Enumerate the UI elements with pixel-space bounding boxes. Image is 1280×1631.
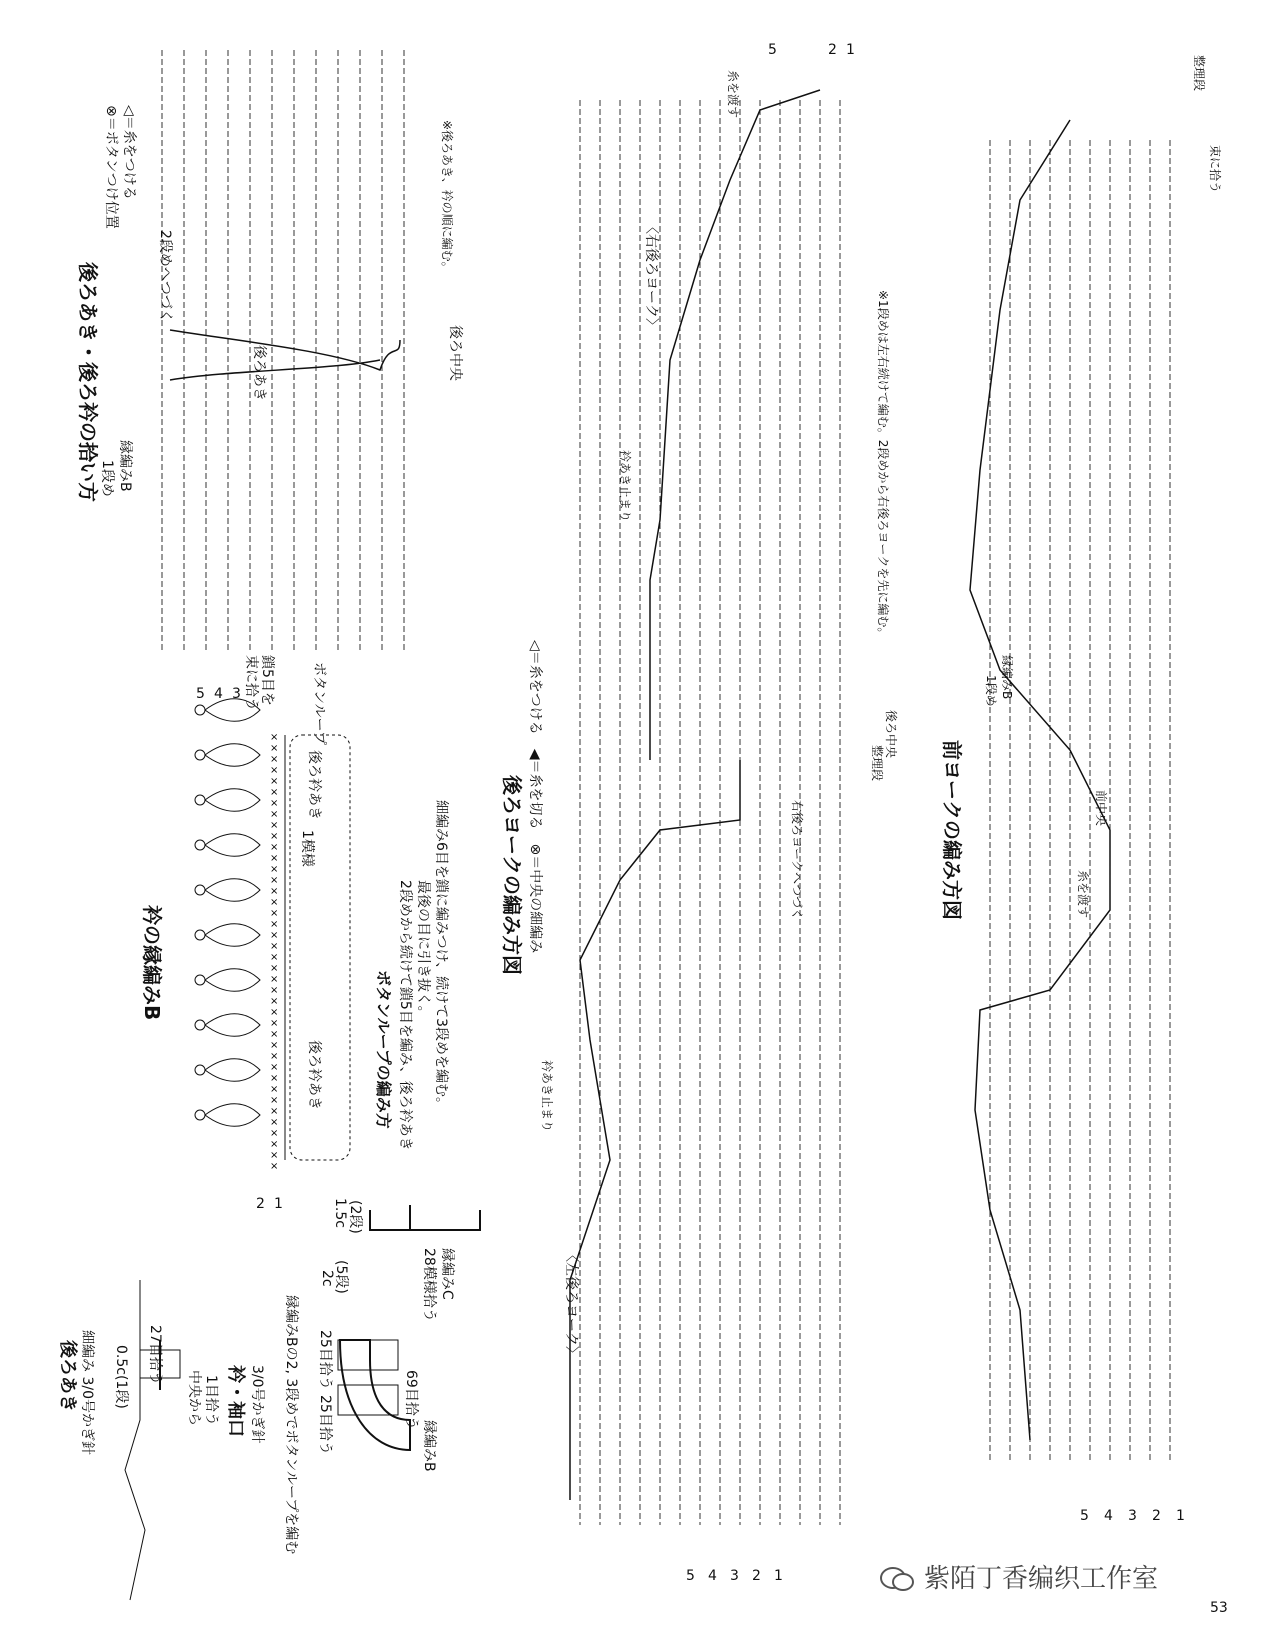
button-loop-line1: 2段めから続けて鎖5目を編み、後ろ衿あき	[397, 880, 413, 1151]
back-opening-size: 0.5c(1段)	[113, 1345, 129, 1409]
single-crochet-mark: ×	[270, 1139, 279, 1150]
collar-edge-row-1: 1	[274, 1196, 283, 1212]
left-yoke-row-1: 1	[774, 1568, 783, 1584]
right-back-yoke-outline	[650, 90, 820, 760]
fan-motif	[205, 1059, 260, 1082]
button-loop-line3: 細編み6目を鎖に編みつけ、続けて3段めを編む。	[433, 800, 449, 1111]
watermark	[880, 1558, 1158, 1595]
collar-edge-chart	[190, 690, 370, 1180]
continue-row2-label: 2段めへつづく	[157, 230, 173, 323]
front-yoke-row-5: 5	[1080, 1508, 1089, 1524]
collar-stop-right: 衿あき止まり	[618, 450, 632, 523]
front-yoke-row-4: 4	[1104, 1508, 1113, 1524]
left-yoke-row-2: 2	[752, 1568, 761, 1584]
left-yoke-row-5: 5	[686, 1568, 695, 1584]
button-loop-title: ボタンループの編み方	[374, 970, 393, 1129]
collar-stop-left: 衿あき止まり	[540, 1060, 554, 1133]
single-crochet-mark: ×	[270, 941, 279, 952]
back-opening-center1: 中央から	[186, 1370, 202, 1426]
single-crochet-mark: ×	[270, 787, 279, 798]
collar-edge-row-2: 2	[256, 1196, 265, 1212]
single-crochet-mark: ×	[270, 963, 279, 974]
single-crochet-mark: ×	[270, 1018, 279, 1029]
single-crochet-mark: ×	[270, 897, 279, 908]
picot-mark	[195, 705, 205, 715]
single-crochet-mark: ×	[270, 952, 279, 963]
picot-mark	[195, 975, 205, 985]
collar-cuff-edge-c: 縁編みC	[439, 1248, 455, 1300]
left-yoke-row-3: 3	[730, 1568, 739, 1584]
single-crochet-mark: ×	[270, 919, 279, 930]
single-crochet-mark: ×	[270, 908, 279, 919]
single-crochet-mark: ×	[270, 732, 279, 743]
single-crochet-mark: ×	[270, 853, 279, 864]
back-yoke-finishing: 整理段	[870, 745, 884, 782]
single-crochet-mark: ×	[270, 765, 279, 776]
single-crochet-mark: ×	[270, 1150, 279, 1161]
back-yoke-center: 後ろ中央	[884, 710, 898, 759]
collar-cuff-edge-b: 縁編みB	[421, 1420, 437, 1472]
one-pattern-label: 1模様	[299, 830, 315, 867]
single-crochet-mark: ×	[270, 930, 279, 941]
chart-grid	[162, 50, 404, 650]
back-yoke-legend: ◁＝糸をつける ◀＝糸を切る ⊗＝中央の細編み	[527, 640, 543, 954]
fan-motif	[205, 1104, 260, 1127]
collar-cuff-size-1-5c: 1.5c	[332, 1198, 348, 1228]
fan-motif	[205, 744, 260, 767]
collar-edge-row-5: 5	[196, 686, 205, 702]
back-opening-pick: 27目拾う	[147, 1325, 163, 1385]
right-yoke-row-2: 2	[828, 42, 837, 58]
collar-cuff-size-2c: 2c	[319, 1270, 335, 1287]
wechat-icon	[880, 1563, 914, 1591]
front-yoke-finishing: 整理段	[1192, 55, 1206, 92]
single-crochet-mark: ×	[270, 1161, 279, 1172]
single-crochet-mark: ×	[270, 1007, 279, 1018]
picot-mark	[195, 840, 205, 850]
single-crochet-mark: ×	[270, 842, 279, 853]
continue-right-yoke: 右後ろヨークへつづく	[790, 800, 804, 921]
fan-motif	[205, 879, 260, 902]
single-crochet-mark: ×	[270, 754, 279, 765]
single-crochet-mark: ×	[270, 1040, 279, 1051]
collar-edge-row-4: 4	[214, 686, 223, 702]
single-crochet-mark: ×	[270, 776, 279, 787]
back-opening-center2: 1目拾う	[203, 1375, 219, 1426]
single-crochet-mark: ×	[270, 1062, 279, 1073]
back-collar-pickup-title: 後ろあき・後ろ衿の拾い方	[76, 262, 100, 502]
collar-cuff-sub: 3/0号かぎ針	[249, 1365, 265, 1444]
front-yoke-row-3: 3	[1128, 1508, 1137, 1524]
picot-mark	[195, 795, 205, 805]
row1-label: 1段め	[99, 460, 115, 497]
front-yoke-row1: 1段め	[984, 675, 998, 707]
back-collar-label-right: 後ろ衿あき	[306, 750, 322, 820]
right-yoke-row-1: 1	[846, 42, 855, 58]
back-collar-label-left: 後ろ衿あき	[306, 1040, 322, 1110]
front-yoke-edge-b: 縁編みB	[1000, 655, 1014, 700]
collar-cuff-rows-2: (2段)	[347, 1200, 363, 1234]
front-yoke-row-1: 1	[1176, 1508, 1185, 1524]
picot-mark	[195, 930, 205, 940]
center-back-label: 後ろ中央	[447, 325, 463, 381]
single-crochet-mark: ×	[270, 831, 279, 842]
legend-attach: ◁＝糸をつける	[121, 105, 137, 200]
single-crochet-mark: ×	[270, 1051, 279, 1062]
picot-mark	[195, 885, 205, 895]
single-crochet-mark: ×	[270, 743, 279, 754]
front-yoke-row-2: 2	[1152, 1508, 1161, 1524]
front-yoke-chart	[960, 110, 1200, 1510]
page-number: 53	[1210, 1600, 1228, 1616]
front-yoke-outline	[970, 120, 1110, 1440]
back-opening-curve-lower	[170, 360, 380, 380]
left-yoke-row-4: 4	[708, 1568, 717, 1584]
collar-cuff-note: 縁編みBの2, 3段めでボタンループを編む	[283, 1295, 299, 1555]
collar-cuff-pick25a: 25目拾う	[317, 1330, 333, 1390]
front-yoke-title: 前ヨークの編み方図	[940, 740, 964, 920]
back-yoke-pass-yarn: 糸を渡す	[726, 70, 740, 119]
single-crochet-mark: ×	[270, 820, 279, 831]
back-yoke-title: 後ろヨークの編み方図	[500, 775, 524, 975]
collar-cuff-rows-5: (5段)	[333, 1260, 349, 1294]
collar-cuff-pick69: 69目拾う	[403, 1370, 419, 1430]
right-back-yoke-label: 〈右後ろヨーク〉	[643, 220, 659, 332]
front-yoke-center: 前中央	[1094, 790, 1108, 827]
button-loop-label: ボタンループ	[311, 662, 327, 745]
edge-b-label: 縁編みB	[117, 440, 133, 492]
back-yoke-note: ※1段めは左右続けて編む。2段めから右後ろヨークを先に編む。	[876, 290, 890, 640]
fan-motif	[205, 969, 260, 992]
single-crochet-mark: ×	[270, 1073, 279, 1084]
chain5-label: 鎖5目を	[259, 655, 275, 706]
picot-mark	[195, 1065, 205, 1075]
back-opening-title: 後ろあき	[57, 1340, 78, 1412]
single-crochet-mark: ×	[270, 1095, 279, 1106]
bundle-label: 束に拾う	[243, 655, 259, 711]
single-crochet-mark: ×	[270, 798, 279, 809]
back-yoke-chart	[560, 60, 880, 1560]
left-back-yoke-outline	[570, 760, 740, 1500]
back-opening-diagram	[120, 1270, 220, 1610]
back-opening-sub: 細編み 3/0号かぎ針	[79, 1330, 95, 1455]
single-crochet-mark: ×	[270, 1128, 279, 1139]
single-crochet-mark: ×	[270, 974, 279, 985]
front-yoke-bundle: 束に拾う	[1208, 145, 1222, 194]
single-crochet-mark: ×	[270, 875, 279, 886]
single-crochet-mark: ×	[270, 985, 279, 996]
pickup-note: ※後ろあき、衿の順に編む。	[440, 120, 454, 274]
picot-mark	[195, 1020, 205, 1030]
single-crochet-mark: ×	[270, 809, 279, 820]
back-opening-label: 後ろあき	[251, 345, 267, 401]
fan-motif	[205, 789, 260, 812]
fan-motif	[205, 924, 260, 947]
front-yoke-pass-yarn: 糸を渡す	[1076, 870, 1090, 919]
back-opening-curve	[170, 330, 400, 370]
fan-motif	[205, 834, 260, 857]
single-crochet-mark: ×	[270, 1084, 279, 1095]
collar-cuff-pick25b: 25目拾う	[317, 1395, 333, 1455]
picot-mark	[195, 1110, 205, 1120]
picot-mark	[195, 750, 205, 760]
single-crochet-mark: ×	[270, 864, 279, 875]
legend-button: ⊗＝ボタンつけ位置	[103, 105, 119, 229]
single-crochet-mark: ×	[270, 996, 279, 1007]
right-yoke-row-5: 5	[768, 42, 777, 58]
collar-cuff-title: 衿・袖口	[225, 1365, 246, 1437]
collar-edge-title: 衿の縁編みB	[140, 905, 164, 1021]
left-back-yoke-label: 〈左後ろヨーク〉	[563, 1248, 579, 1360]
single-crochet-mark: ×	[270, 1106, 279, 1117]
button-loop-line2: 最後の目に引き抜く。	[415, 880, 431, 1020]
collar-cuff-pick28: 28模様拾う	[421, 1248, 437, 1322]
watermark-text: 紫陌丁香编织工作室	[924, 1564, 1159, 1594]
single-crochet-mark: ×	[270, 1029, 279, 1040]
back-collar-pickup-chart	[150, 40, 450, 660]
single-crochet-mark: ×	[270, 1117, 279, 1128]
fan-motif	[205, 1014, 260, 1037]
collar-edge-row-3: 3	[232, 686, 241, 702]
single-crochet-mark: ×	[270, 886, 279, 897]
